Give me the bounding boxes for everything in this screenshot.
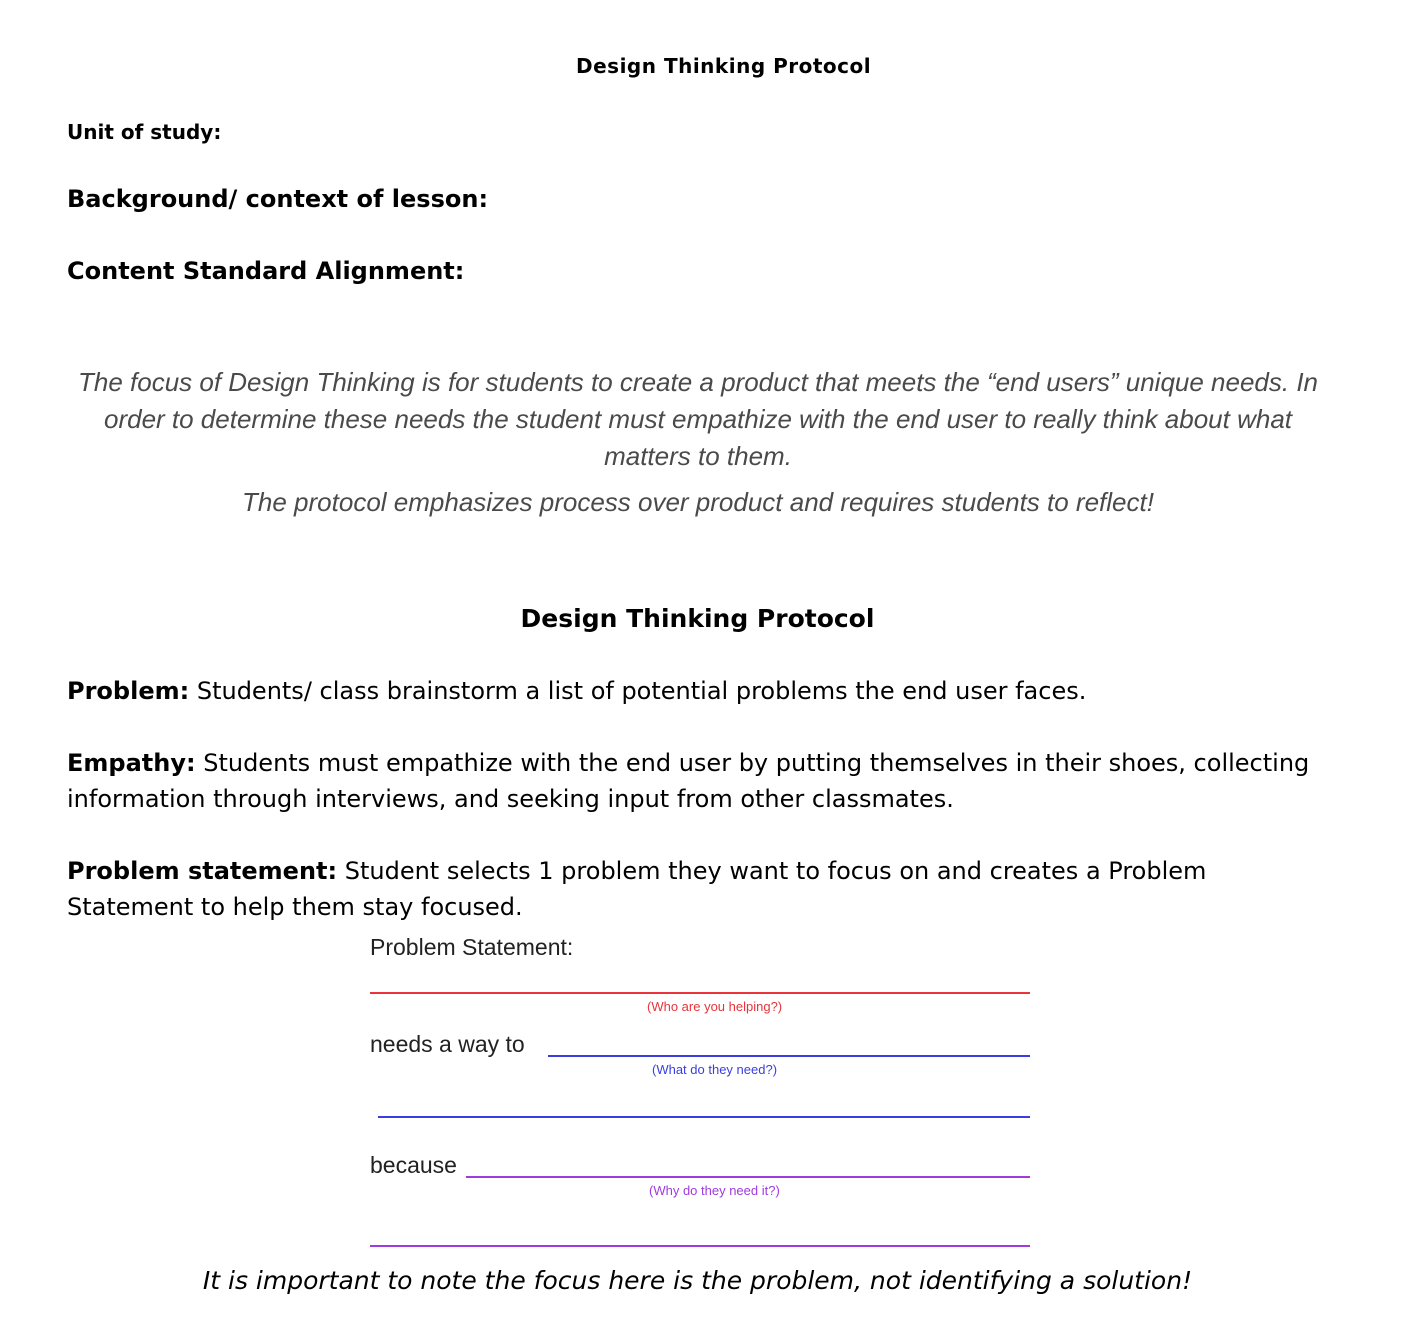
content-standard-label: Content Standard Alignment:: [67, 257, 465, 285]
why-blank-line[interactable]: [466, 1176, 1030, 1178]
empathy-label: Empathy:: [67, 749, 196, 777]
what-hint: (What do they need?): [652, 1062, 778, 1077]
problem-statement-paragraph: [67, 853, 1337, 925]
background-label: Background/ context of lesson:: [67, 185, 489, 213]
why-blank-line-continued[interactable]: [370, 1245, 1030, 1247]
problem-text: Students/ class brainstorm a list of potential problems the end user faces.: [189, 677, 1087, 705]
intro-paragraph-process: The protocol emphasizes process over product and requires students to reflect!: [242, 487, 1154, 517]
empathy-paragraph: [67, 745, 1337, 817]
empathy-text: Students must empathize with the end user by putting themselves in their shoes, collecting information through interviews, and seeking input from other classmates.: [67, 749, 1310, 813]
intro-paragraph-focus: The focus of Design Thinking is for students to create a product that meets the “end users” unique needs. In order to determine these needs the student must empathize with the end user to really think about what matters to them.: [77, 367, 1319, 471]
document-title: Design Thinking Protocol: [576, 54, 872, 78]
what-blank-line[interactable]: [548, 1055, 1030, 1057]
why-hint: (Why do they need it?): [649, 1183, 780, 1198]
who-blank-line[interactable]: [370, 992, 1030, 994]
who-hint: (Who are you helping?): [647, 999, 783, 1014]
problem-paragraph: [67, 673, 1337, 709]
problem-label: Problem:: [67, 677, 190, 705]
protocol-title: Design Thinking Protocol: [520, 604, 875, 633]
because-label: because: [370, 1152, 457, 1178]
problem-statement-label: Problem statement:: [67, 857, 338, 885]
problem-statement-text: Student selects 1 problem they want to focus on and creates a Problem Statement to help them stay focused.: [67, 857, 1207, 921]
what-blank-line-continued[interactable]: [378, 1116, 1030, 1118]
template-heading: Problem Statement:: [370, 934, 574, 960]
closing-note: It is important to note the focus here is the problem, not identifying a solution!: [202, 1266, 1193, 1295]
unit-of-study-label: Unit of study:: [67, 120, 222, 144]
intro-block: [62, 364, 1334, 521]
needs-way-to-label: needs a way to: [370, 1031, 525, 1057]
